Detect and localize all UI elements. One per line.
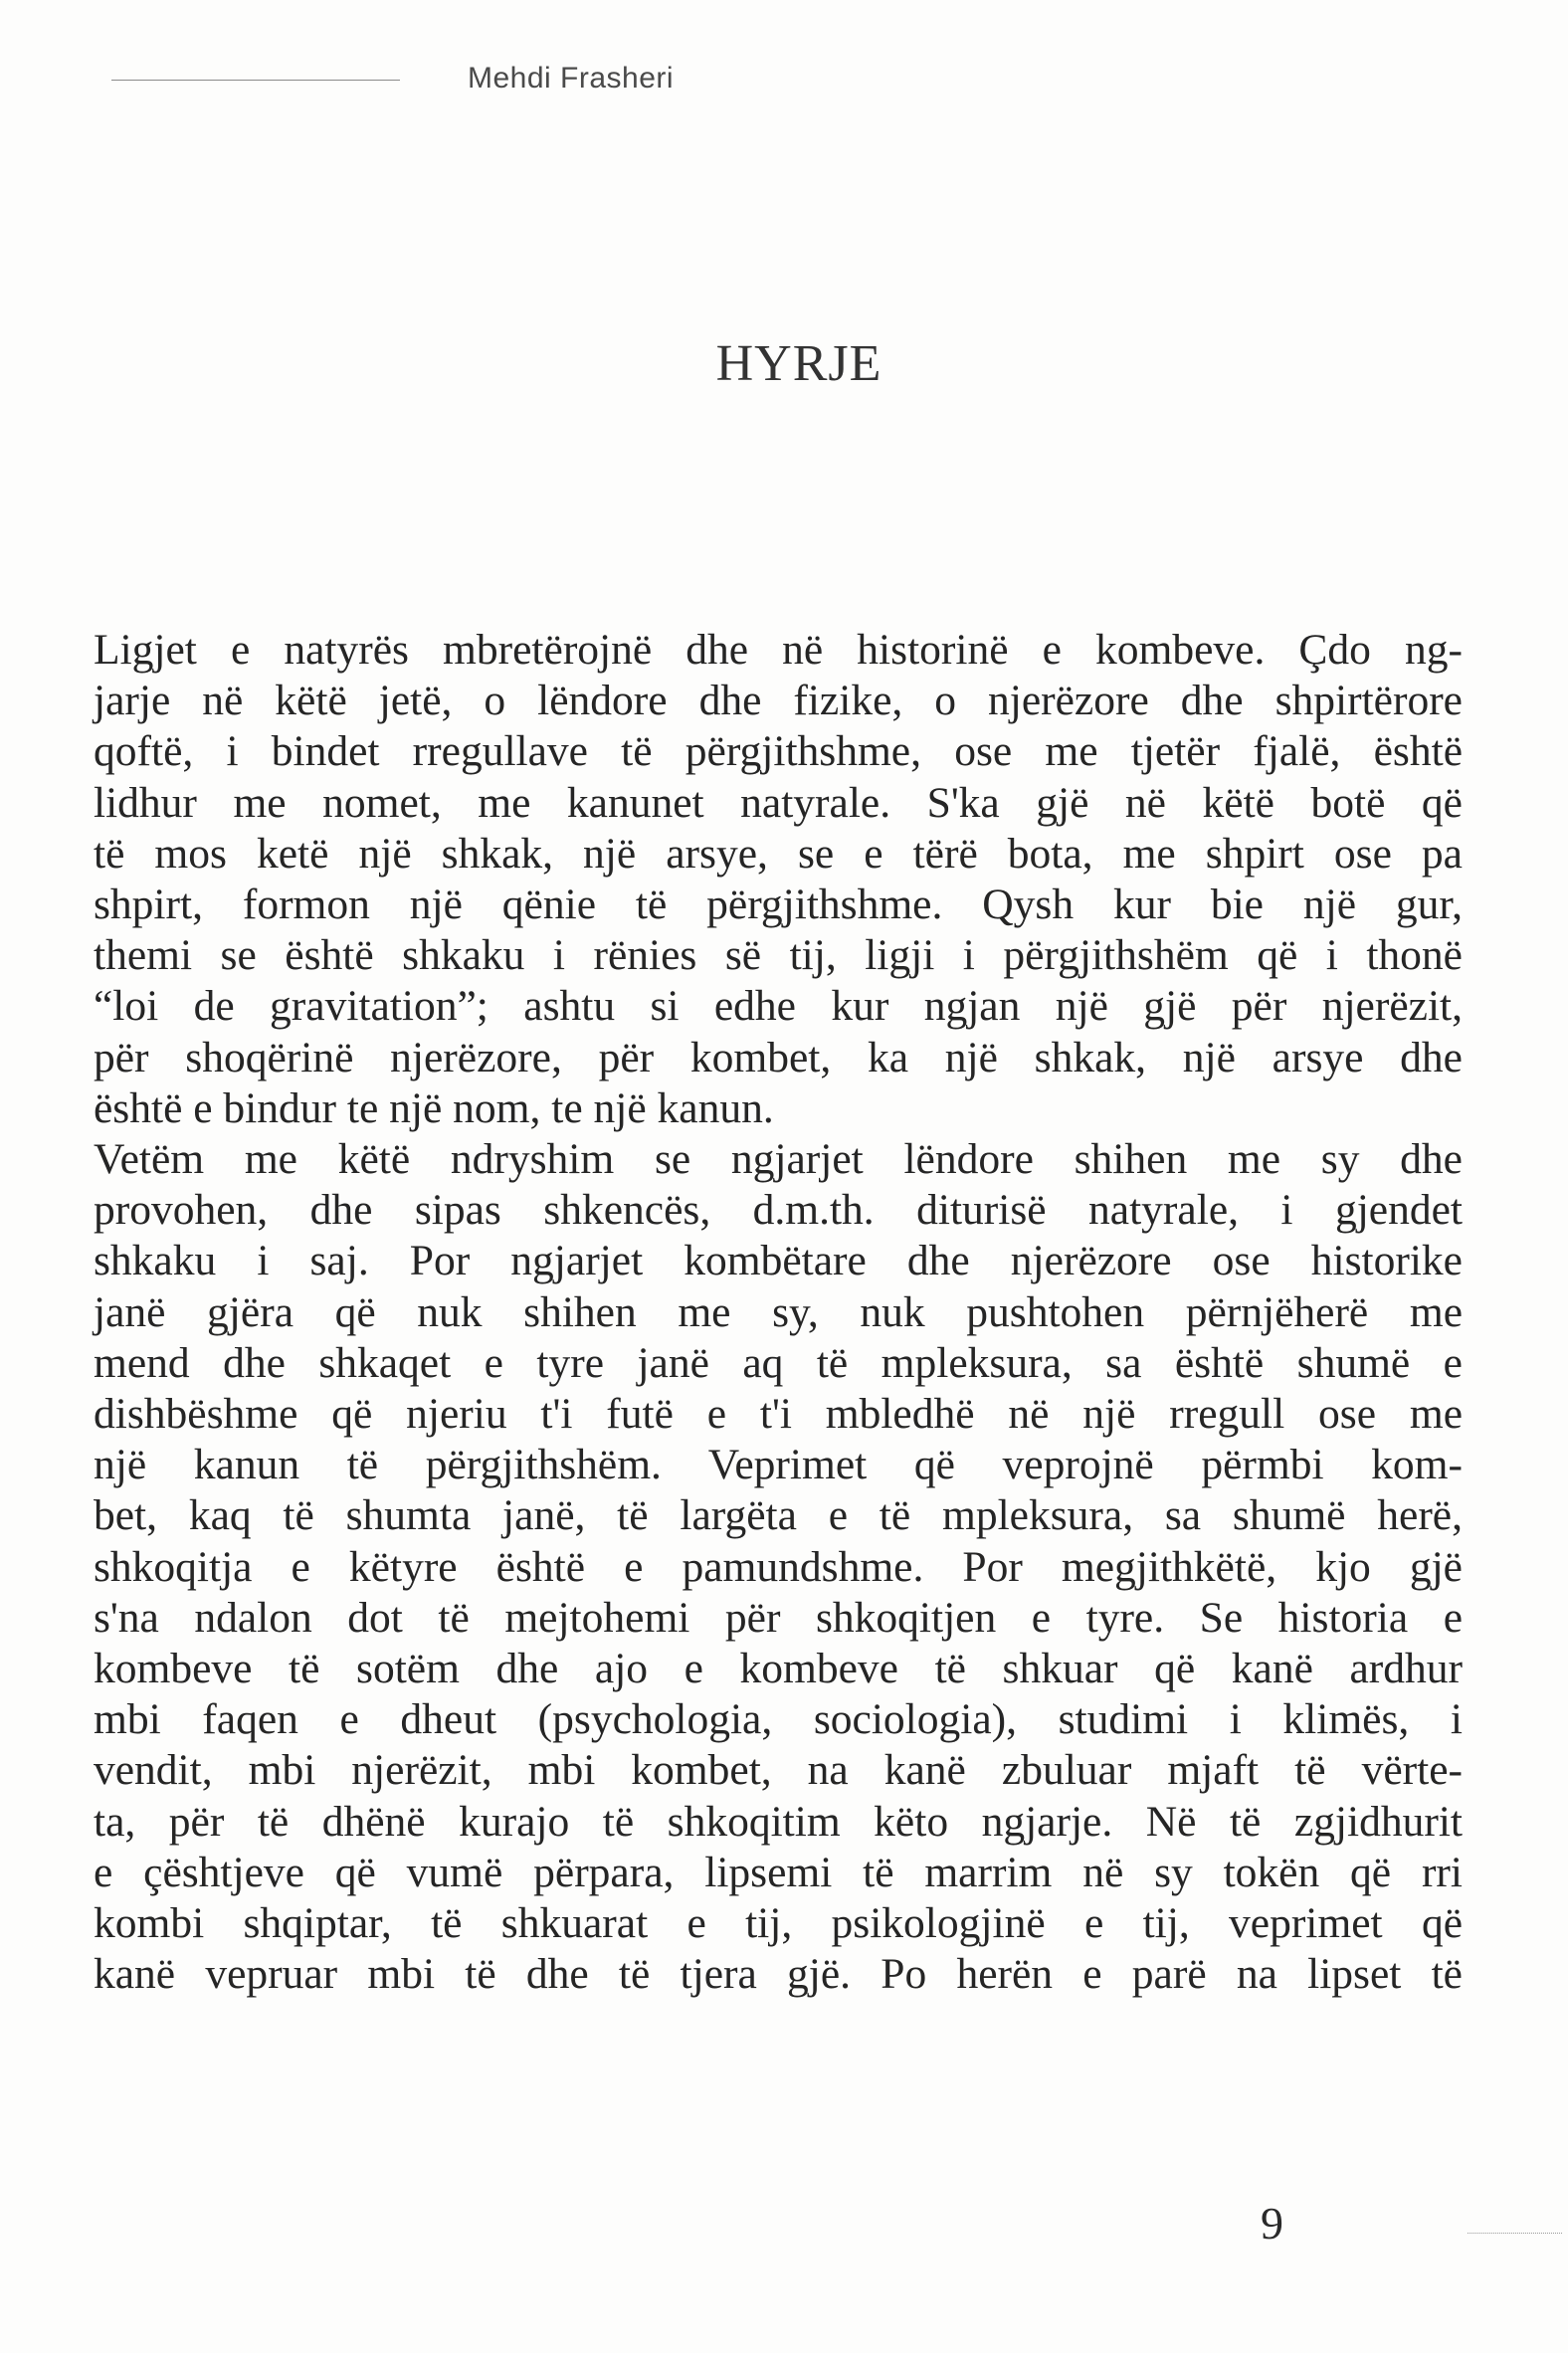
text-line: “loi de gravitation”; ashtu si edhe kur ngjan një gjë për njerëzit, [94, 982, 1463, 1031]
text-line: kombeve të sotëm dhe ajo e kombeve të shkuar që kanë ardhur [94, 1645, 1463, 1693]
text-line: Ligjet e natyrës mbretërojnë dhe në historinë e kombeve. Çdo ng- [94, 626, 1463, 674]
text-line: është e bindur te një nom, te një kanun. [94, 1083, 774, 1132]
text-line: Vetëm me këtë ndryshim se ngjarjet lëndore shihen me sy dhe [94, 1135, 1463, 1184]
text-line: kanë vepruar mbi të dhe të tjera gjë. Po herën e parë na lipset të [94, 1950, 1463, 1999]
chapter-title: HYRJE [715, 335, 882, 392]
text-line: një kanun të përgjithshëm. Veprimet që veprojnë përmbi kom- [94, 1441, 1463, 1489]
text-line: të mos ketë një shkak, një arsye, se e tërë bota, me shpirt ose pa [94, 829, 1463, 878]
text-line: provohen, dhe sipas shkencës, d.m.th. diturisë natyrale, i gjendet [94, 1186, 1463, 1235]
text-line: shkoqitja e këtyre është e pamundshme. Por megjithkëtë, kjo gjë [94, 1542, 1463, 1591]
text-line: e çështjeve që vumë përpara, lipsemi të marrim në sy tokën që rri [94, 1848, 1463, 1896]
text-line: kombi shqiptar, të shkuarat e tij, psikologjinë e tij, veprimet që [94, 1899, 1463, 1948]
text-line: shpirt, formon një qënie të përgjithshme. Qysh kur bie një gur, [94, 881, 1463, 929]
text-line: qoftë, i bindet rregullave të përgjithshme, ose me tjetër fjalë, është [94, 727, 1463, 776]
corner-rule [1468, 2233, 1562, 2234]
text-line: jarje në këtë jetë, o lëndore dhe fizike, o njerëzore dhe shpirtërore [94, 677, 1463, 725]
text-line: s'na ndalon dot të mejtohemi për shkoqitjen e tyre. Se historia e [94, 1593, 1463, 1642]
body-text [94, 625, 1463, 2000]
header-rule [111, 80, 400, 81]
text-line: për shoqërinë njerëzore, për kombet, ka një shkak, një arsye dhe [94, 1033, 1463, 1081]
text-line: shkaku i saj. Por ngjarjet kombëtare dhe njerëzore ose historike [94, 1237, 1463, 1285]
text-line: mbi faqen e dheut (psychologia, sociologia), studimi i klimës, i [94, 1695, 1463, 1744]
page-number: 9 [1261, 2198, 1283, 2249]
text-line: mend dhe shkaqet e tyre janë aq të mpleksura, sa është shumë e [94, 1338, 1463, 1387]
text-line: janë gjëra që nuk shihen me sy, nuk pushtohen përnjëherë me [94, 1287, 1463, 1336]
text-line: bet, kaq të shumta janë, të largëta e të mpleksura, sa shumë herë, [94, 1491, 1463, 1540]
text-line: vendit, mbi njerëzit, mbi kombet, na kanë zbuluar mjaft të vërte- [94, 1746, 1463, 1795]
text-line: lidhur me nomet, me kanunet natyrale. S'ka gjë në këtë botë që [94, 778, 1463, 827]
text-line: ta, për të dhënë kurajo të shkoqitim këto ngjarje. Në të zgjidhurit [94, 1797, 1463, 1846]
text-line: dishbëshme që njeriu t'i futë e t'i mbledhë në një rregull ose me [94, 1390, 1463, 1439]
running-head: Mehdi Frasheri [468, 62, 675, 95]
text-line: themi se është shkaku i rënies së tij, ligji i përgjithshëm që i thonë [94, 931, 1463, 980]
